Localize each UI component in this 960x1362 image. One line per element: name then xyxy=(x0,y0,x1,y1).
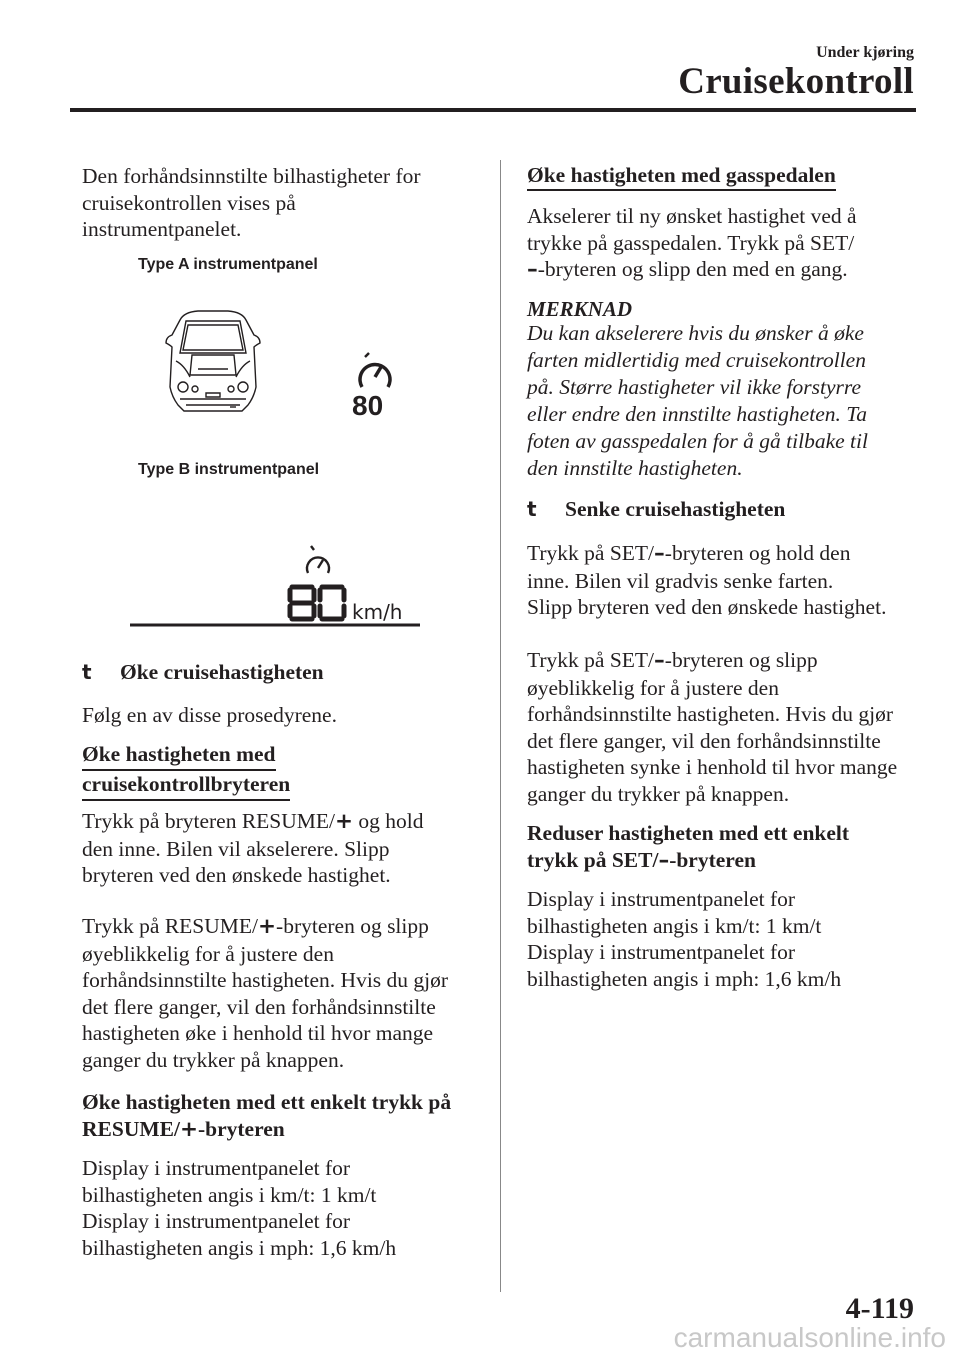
note-text: Du kan akselerere hvis du ønsker å øke farten midlertidig med cruisekontrollen på. Større hastigheter vil ikke forstyrre eller endre den innstilte hastigheten. Ta foten av gasspedalen for å gå tilbake til den innstilte hastigheten. xyxy=(527,321,868,480)
page-title: Cruisekontroll xyxy=(678,61,914,102)
subheading-accelerator: Øke hastigheten med gasspedalen xyxy=(527,163,836,191)
paragraph-resume-tap: Trykk på RESUME/+-bryteren og slipp øyeblikkelig for å justere den forhåndsinnstilte hastigheten. Hvis du gjør det flere ganger, vil den forhåndsinnstilte hastigheten øke i henhold til hvor mange ganger du trykker på knappen. xyxy=(82,914,449,1072)
subheading-single-press-resume: Øke hastigheten med ett enkelt trykk på RESUME/+-bryteren xyxy=(82,1090,452,1142)
cruise-speedometer-icon xyxy=(360,353,390,387)
type-b-unit: km/h xyxy=(352,600,403,624)
bullet-icon: t xyxy=(527,497,537,521)
note-title: MERKNAD xyxy=(527,297,633,321)
type-b-instrument-illustration xyxy=(130,535,425,630)
plus-icon: + xyxy=(258,914,277,939)
bullet-icon: t xyxy=(82,660,92,684)
section-intro: Følg en av disse prosedyrene. xyxy=(82,703,337,727)
header-rule xyxy=(70,108,916,112)
subheading-cruise-switch: Øke hastigheten med cruisekontrollbryteren xyxy=(82,741,290,801)
intro-paragraph: Den forhåndsinnstilte bilhastigheter for cruisekontrollen vises på instrumentpanelet. xyxy=(82,164,421,241)
section-label: Under kjøring xyxy=(816,44,914,61)
watermark: carmanualsonline.info xyxy=(673,1322,946,1353)
page-number: 4-119 xyxy=(845,1292,914,1325)
minus-icon: – xyxy=(527,257,538,282)
type-a-caption: Type A instrumentpanel xyxy=(138,256,318,273)
type-b-caption: Type B instrumentpanel xyxy=(138,461,320,478)
minus-icon: – xyxy=(658,848,670,873)
minus-icon: – xyxy=(654,541,665,566)
display-info-left: Display i instrumentpanelet for bilhastigheten angis i km/t: 1 km/t Display i instrumentpanelet for bilhastigheten angis i mph: 1,6 km/h xyxy=(82,1156,397,1260)
paragraph-set-tap: Trykk på SET/–-bryteren og slipp øyeblikkelig for å justere den forhåndsinnstilte hastigheten. Hvis du gjør det flere ganger, vil den forhåndsinnstilte hastigheten synke i henhold til hvor mange ganger du trykker på knappen. xyxy=(527,648,898,806)
plus-icon: + xyxy=(179,1117,198,1142)
subheading-single-press-set: Reduser hastigheten med ett enkelt trykk på SET/–-bryteren xyxy=(527,821,850,873)
plus-icon: + xyxy=(335,809,354,834)
type-a-speed: 80 xyxy=(352,390,384,421)
type-a-instrument-illustration xyxy=(150,305,410,425)
paragraph-set-hold: Trykk på SET/–-bryteren og hold den inne. Bilen vil gradvis senke farten. Slipp bryteren ved den ønskede hastighet. xyxy=(527,541,887,619)
section-heading-decrease: t Senke cruisehastigheten xyxy=(527,497,786,521)
section-heading-increase: t Øke cruisehastigheten xyxy=(82,660,324,684)
cruise-speedometer-icon xyxy=(307,546,329,573)
paragraph-accelerator: Akselerer til ny ønsket hastighet ved å trykke på gasspedalen. Trykk på SET/ –-bryteren og slipp den med en gang. xyxy=(527,204,857,282)
minus-icon: – xyxy=(654,648,665,673)
segment-display-80 xyxy=(290,587,344,619)
column-divider xyxy=(500,160,501,1292)
paragraph-resume-hold: Trykk på bryteren RESUME/+ og hold den inne. Bilen vil akselerere. Slipp bryteren ved den ønskede hastighet. xyxy=(82,809,424,887)
car-top-view-icon xyxy=(166,311,260,411)
display-info-right: Display i instrumentpanelet for bilhastigheten angis i km/t: 1 km/t Display i instrumentpanelet for bilhastigheten angis i mph: 1,6 km/h xyxy=(527,887,842,991)
